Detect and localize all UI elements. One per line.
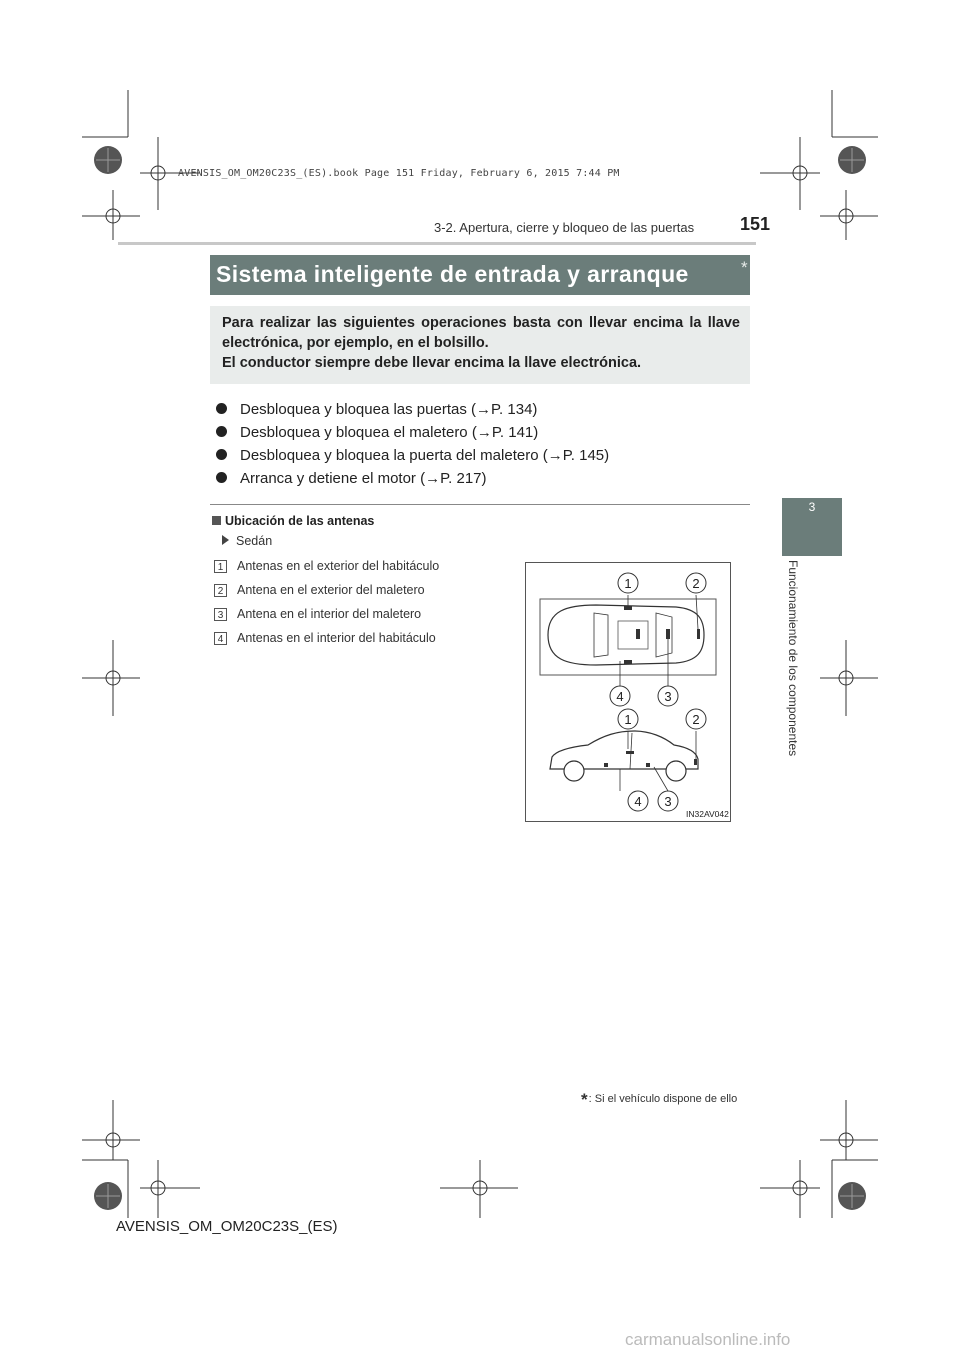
footnote: *: Si el vehículo dispone de ello — [581, 1090, 738, 1109]
variant-label: Sedán — [222, 534, 272, 548]
title-asterisk: * — [741, 258, 748, 277]
bullet-dot-icon — [216, 403, 227, 414]
callout-2: 2 — [692, 576, 700, 591]
chapter-number: 3 — [808, 500, 816, 514]
antenna-heading: Ubicación de las antenas — [212, 514, 374, 528]
footnote-asterisk: * — [581, 1090, 588, 1109]
figure-code: IN32AV042 — [686, 809, 729, 819]
bullet-item: Desbloquea y bloquea las puertas (→P. 134) — [216, 401, 537, 418]
book-stamp: AVENSIS_OM_OM20C23S_(ES).book Page 151 Friday, February 6, 2015 7:44 PM — [178, 168, 620, 179]
bullet-dot-icon — [216, 426, 227, 437]
page-number: 151 — [740, 214, 771, 234]
antenna-item: 3 Antena en el interior del maletero — [214, 607, 421, 621]
square-bullet-icon — [212, 516, 221, 525]
callout-1-side: 1 — [624, 712, 632, 727]
bullet-dot-icon — [216, 472, 227, 483]
header-rule — [118, 242, 756, 245]
antenna-item: 4 Antenas en el interior del habitáculo — [214, 631, 436, 645]
antenna-figure — [525, 562, 731, 822]
callout-1: 1 — [624, 576, 632, 591]
callout-3-side: 3 — [664, 794, 672, 809]
callout-4-side: 4 — [634, 794, 642, 809]
callout-3: 3 — [664, 689, 672, 704]
section-divider — [210, 504, 750, 505]
chapter-title: Funcionamiento de los componentes — [786, 560, 800, 757]
bullet-item: Arranca y detiene el motor (→P. 217) — [216, 470, 487, 487]
antenna-item: 2 Antena en el exterior del maletero — [214, 583, 425, 597]
footer-code: AVENSIS_OM_OM20C23S_(ES) — [116, 1218, 338, 1235]
intro-text — [222, 313, 740, 373]
car-diagram — [526, 563, 732, 823]
callout-4: 4 — [616, 689, 624, 704]
intro-line-2: El conductor siempre debe llevar encima la llave electrónica. — [222, 355, 642, 371]
crosshair-mark — [82, 137, 878, 1218]
bullet-dot-icon — [216, 449, 227, 460]
page-title: Sistema inteligente de entrada y arranque — [216, 261, 689, 287]
bullet-item: Desbloquea y bloquea el maletero (→P. 141) — [216, 424, 538, 441]
intro-line-1: Para realizar las siguientes operaciones basta con llevar encima la llave electrónica, por ejemplo, en el bolsillo. — [222, 315, 740, 351]
watermark: carmanualsonline.info — [625, 1330, 791, 1349]
antenna-item: 1 Antenas en el exterior del habitáculo — [214, 559, 439, 573]
bullet-item: Desbloquea y bloquea la puerta del maletero (→P. 145) — [216, 447, 609, 464]
callout-2-side: 2 — [692, 712, 700, 727]
triangle-bullet-icon — [222, 535, 229, 545]
section-heading: 3-2. Apertura, cierre y bloqueo de las puertas — [434, 220, 695, 235]
